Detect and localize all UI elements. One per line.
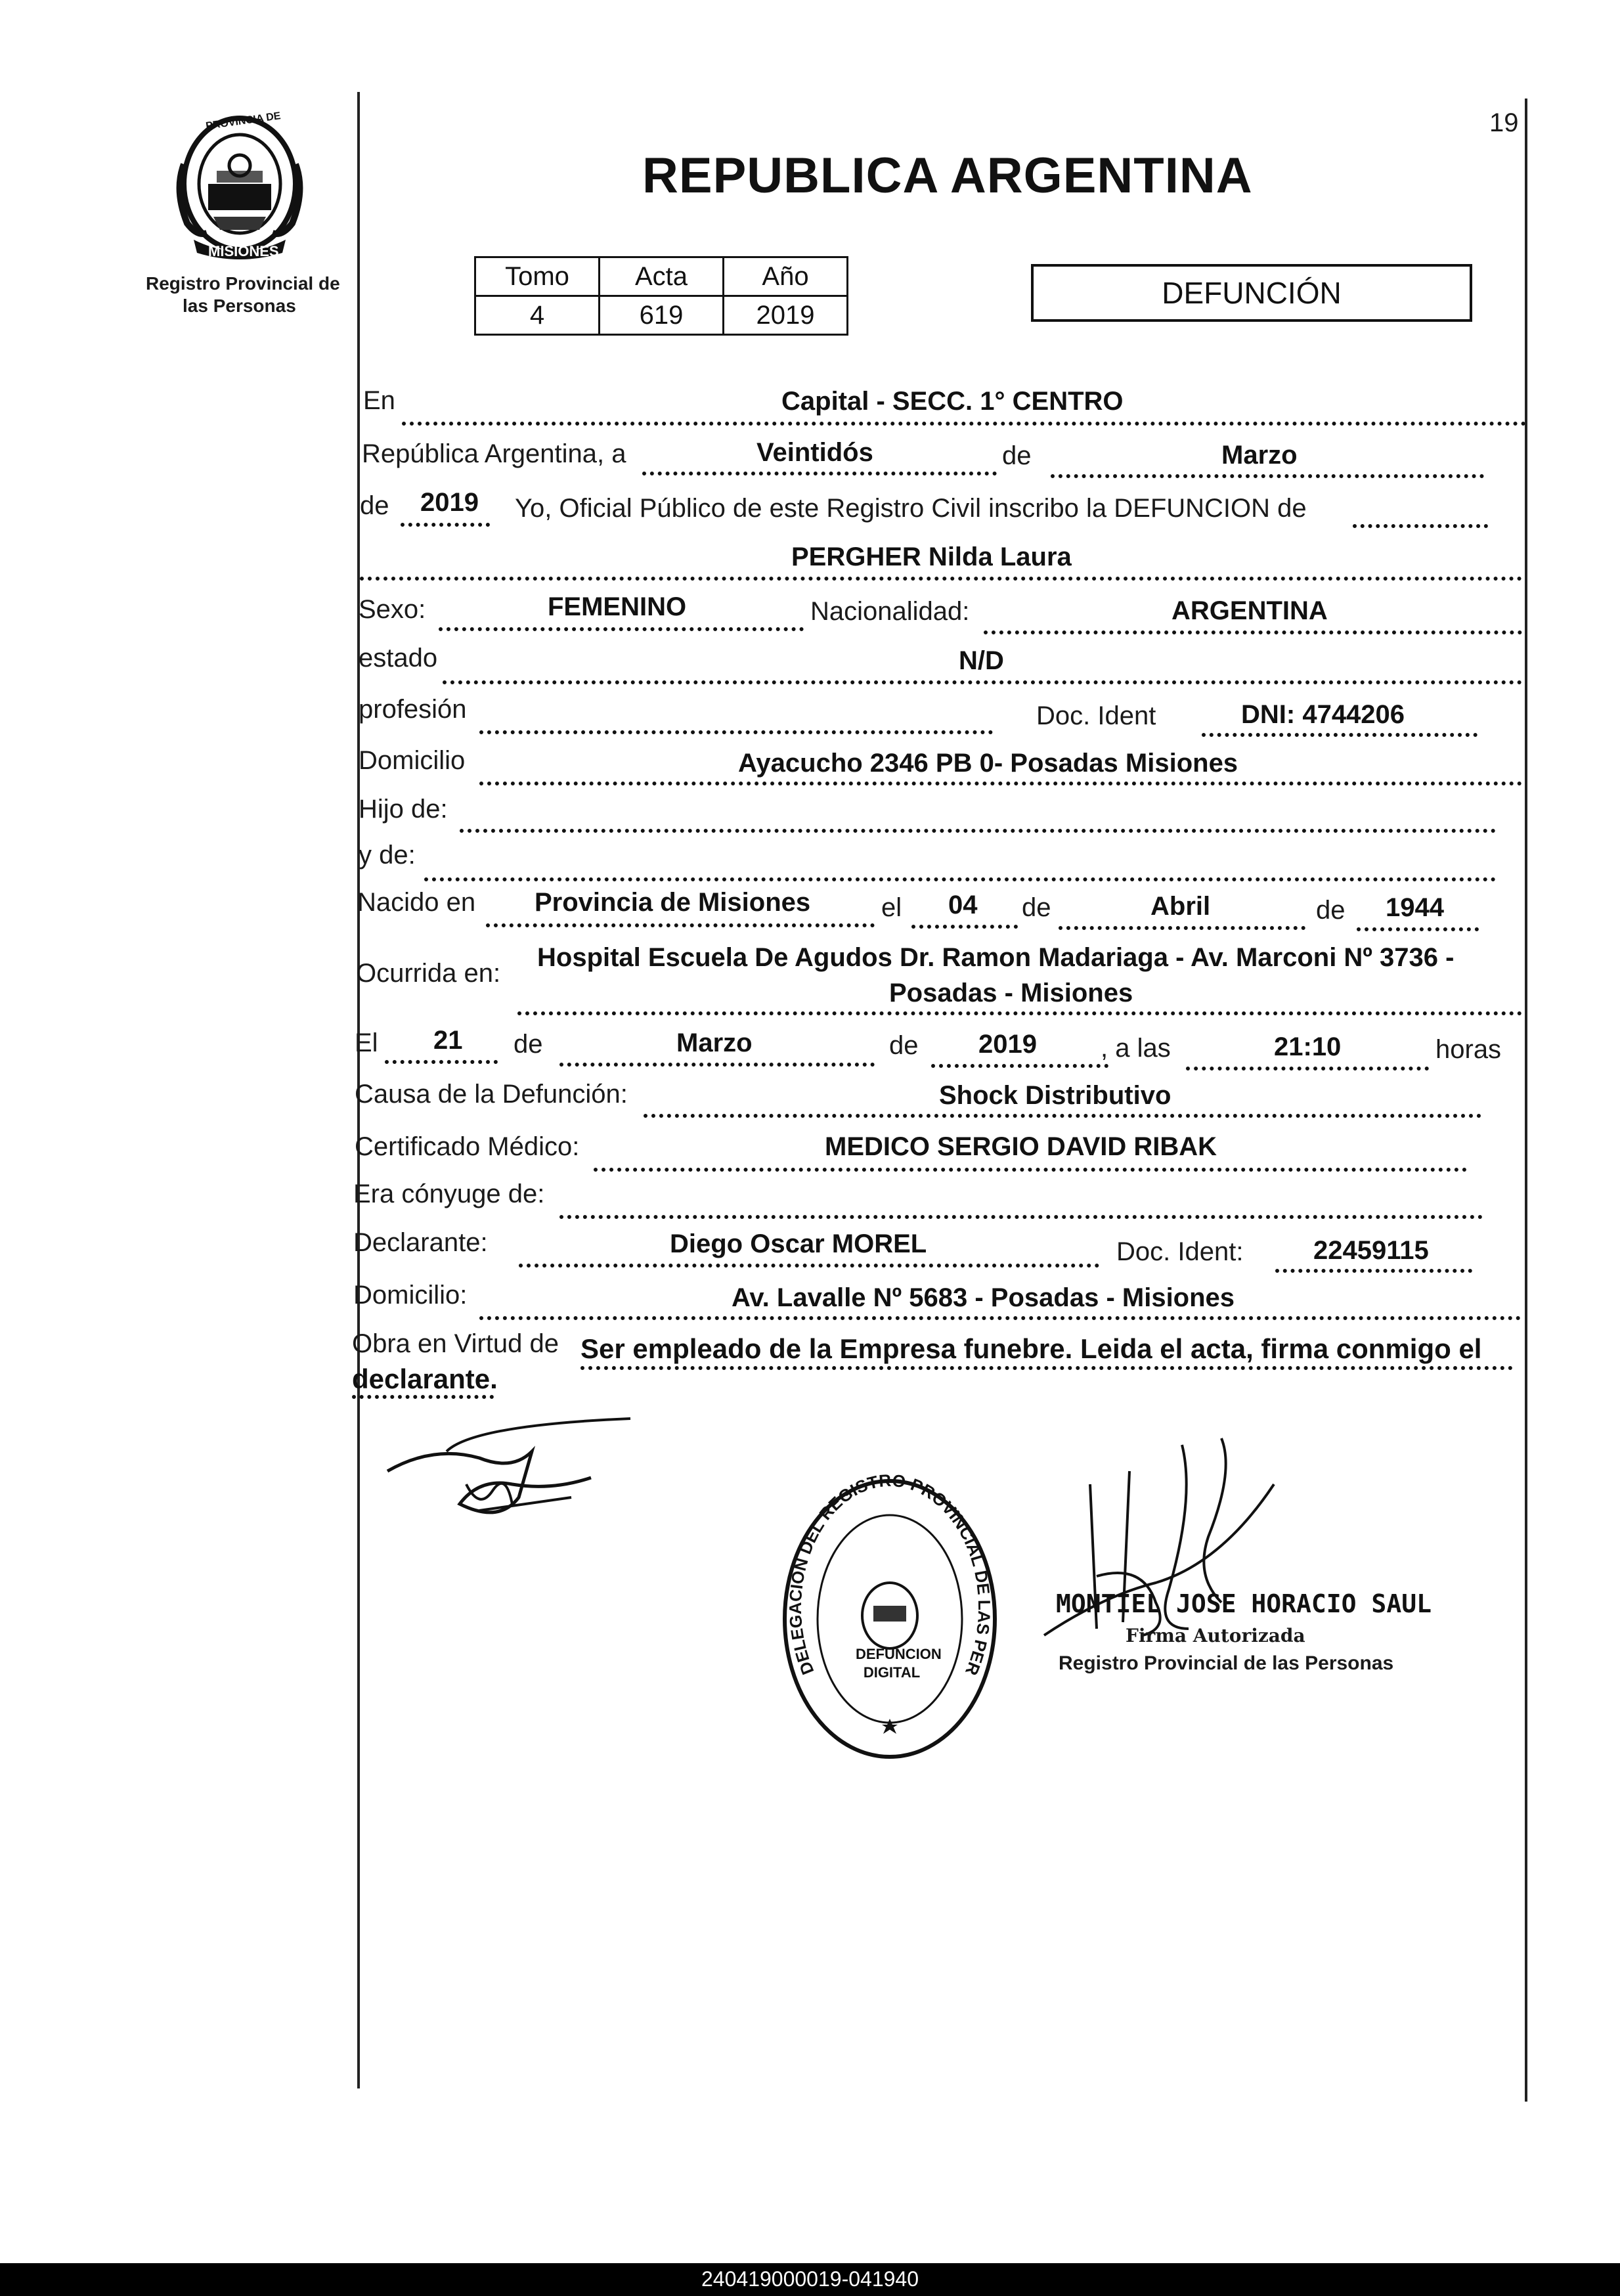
value-certificado: MEDICO SERGIO DAVID RIBAK — [825, 1132, 1217, 1161]
dotted-line — [519, 1264, 1099, 1268]
label-doc-ident: Doc. Ident — [1036, 701, 1156, 730]
label-yo-oficial: Yo, Oficial Público de este Registro Civil inscribo la DEFUNCION de — [515, 494, 1307, 523]
value-declarante: Diego Oscar MOREL — [670, 1229, 927, 1258]
dotted-line — [479, 1316, 1521, 1320]
tomo-value: 4 — [475, 296, 600, 335]
official-stamp — [778, 1474, 1001, 1763]
dotted-line — [1353, 524, 1488, 528]
seal-top-text: PROVINCIA DE — [205, 110, 282, 132]
record-table-value-row — [475, 296, 848, 335]
dotted-line — [402, 422, 1526, 426]
registry-name-line1: Registro Provincial de — [146, 273, 340, 294]
doc-type-box — [1031, 264, 1472, 322]
value-nacido-lugar: Provincia de Misiones — [535, 888, 811, 917]
dotted-line — [517, 1011, 1522, 1015]
dotted-line — [559, 1215, 1483, 1219]
dotted-line — [911, 925, 1018, 929]
value-dni: DNI: 4744206 — [1241, 700, 1405, 729]
dotted-line — [1059, 926, 1305, 930]
dotted-line — [385, 1060, 498, 1064]
declarant-signature — [381, 1412, 644, 1530]
value-lugar: Capital - SECC. 1° CENTRO — [781, 387, 1124, 416]
officer-role: Firma Autorizada — [1126, 1625, 1305, 1646]
dotted-line — [443, 680, 1522, 684]
label-causa: Causa de la Defunción: — [355, 1080, 628, 1109]
value-estado: N/D — [959, 646, 1004, 675]
dotted-line — [352, 1395, 494, 1399]
value-obra-line2: declarante. — [352, 1363, 498, 1394]
record-table-header: Acta — [600, 257, 724, 296]
value-declarante-domicilio: Av. Lavalle Nº 5683 - Posadas - Misiones — [732, 1283, 1235, 1312]
dotted-line — [931, 1064, 1108, 1068]
dotted-line — [401, 523, 490, 527]
registry-name-line2: las Personas — [183, 296, 296, 316]
dotted-line — [460, 829, 1496, 833]
label-horas: horas — [1435, 1035, 1502, 1064]
value-nacido-dia: 04 — [948, 891, 978, 919]
dotted-line — [594, 1168, 1467, 1172]
value-sexo: FEMENINO — [548, 592, 687, 621]
page-number: 19 — [1489, 108, 1519, 137]
acta-value: 619 — [600, 296, 724, 335]
record-table-header-row — [475, 257, 848, 296]
value-nacionalidad: ARGENTINA — [1171, 596, 1328, 625]
misiones-seal-logo — [167, 105, 312, 263]
dotted-line — [580, 1366, 1513, 1370]
label-estado: estado — [359, 644, 438, 673]
label-sexo: Sexo: — [359, 595, 426, 624]
label-domicilio: Domicilio: — [353, 1281, 468, 1310]
label-ocurrida-en: Ocurrida en: — [356, 959, 501, 988]
value-fallec-mes: Marzo — [676, 1028, 753, 1057]
dotted-line — [424, 877, 1496, 881]
label-el-cap: El — [355, 1028, 378, 1057]
dotted-line — [1275, 1269, 1472, 1273]
label-y-de: y de: — [359, 841, 416, 870]
dotted-line — [1357, 927, 1479, 931]
dotted-line — [559, 1063, 875, 1067]
value-ocurrida-line1: Hospital Escuela De Agudos Dr. Ramon Madariaga - Av. Marconi Nº 3736 - — [537, 943, 1455, 972]
right-margin-line — [1525, 99, 1527, 2102]
label-nacido-en: Nacido en — [357, 888, 476, 917]
label-profesion: profesión — [359, 695, 467, 724]
officer-name: MONTIEL JOSE HORACIO SAUL — [1056, 1589, 1432, 1618]
value-ocurrida-line2: Posadas - Misiones — [889, 979, 1133, 1007]
value-fallec-anio: 2019 — [978, 1030, 1037, 1059]
dotted-line — [1202, 733, 1478, 737]
value-obra-line1: Ser empleado de la Empresa funebre. Leida el acta, firma conmigo el — [580, 1333, 1482, 1364]
label-de: de — [514, 1030, 543, 1059]
label-obra-en-virtud: Obra en Virtud de — [352, 1329, 559, 1358]
value-nacido-mes: Abril — [1150, 892, 1211, 921]
seal-bottom-text: MISIONES — [208, 243, 279, 259]
doc-type-label: DEFUNCIÓN — [1162, 276, 1342, 310]
value-fallec-hora: 21:10 — [1274, 1032, 1342, 1061]
value-causa: Shock Distributivo — [939, 1081, 1171, 1110]
value-nacido-anio: 1944 — [1386, 893, 1444, 922]
record-table — [474, 256, 848, 336]
record-table-header: Tomo — [475, 257, 600, 296]
label-de: de — [1022, 893, 1051, 922]
value-nombre: PERGHER Nilda Laura — [791, 542, 1072, 571]
label-de: de — [1002, 441, 1032, 470]
dotted-line — [644, 1114, 1481, 1118]
dotted-line — [642, 472, 997, 475]
label-domicilio: Domicilio — [359, 746, 466, 775]
footer-bar — [0, 2263, 1620, 2296]
label-a-las: , a las — [1101, 1034, 1171, 1063]
value-domicilio: Ayacucho 2346 PB 0- Posadas Misiones — [738, 749, 1238, 778]
dotted-line — [1051, 474, 1484, 478]
label-de: de — [1316, 896, 1346, 925]
stamp-ring-text: DELEGACION DEL REGISTRO PROVINCIAL DE LAS PER — [785, 1474, 995, 1679]
dotted-line — [360, 577, 1522, 581]
label-el: el — [881, 893, 902, 922]
label-declarante: Declarante: — [353, 1228, 488, 1257]
dotted-line — [479, 730, 993, 734]
dotted-line — [486, 923, 875, 927]
label-conyuge: Era cónyuge de: — [353, 1180, 545, 1208]
label-en: En — [363, 386, 395, 415]
value-anio: 2019 — [420, 488, 479, 517]
label-hijo-de: Hijo de: — [359, 795, 448, 824]
label-de: de — [889, 1031, 919, 1060]
label-republica: República Argentina, a — [362, 439, 626, 468]
stamp-inner-text: DEFUNCION DIGITAL — [856, 1646, 942, 1681]
page-title: REPUBLICA ARGENTINA — [642, 148, 1253, 204]
label-nacionalidad: Nacionalidad: — [810, 597, 970, 626]
officer-office: Registro Provincial de las Personas — [1059, 1652, 1394, 1674]
dotted-line — [984, 630, 1522, 634]
record-table-header: Año — [724, 257, 848, 296]
footer-code: 240419000019-041940 — [701, 2267, 919, 2291]
dotted-line — [1186, 1067, 1429, 1071]
value-mes: Marzo — [1221, 441, 1298, 470]
value-fallec-dia: 21 — [433, 1026, 463, 1055]
dotted-line — [479, 782, 1522, 785]
anio-value: 2019 — [724, 296, 848, 335]
value-declarante-doc: 22459115 — [1313, 1236, 1429, 1265]
label-de: de — [360, 491, 389, 520]
dotted-line — [439, 627, 804, 631]
label-certificado: Certificado Médico: — [355, 1132, 580, 1161]
label-doc-ident: Doc. Ident: — [1116, 1237, 1244, 1266]
value-dia-letras: Veintidós — [756, 438, 873, 467]
